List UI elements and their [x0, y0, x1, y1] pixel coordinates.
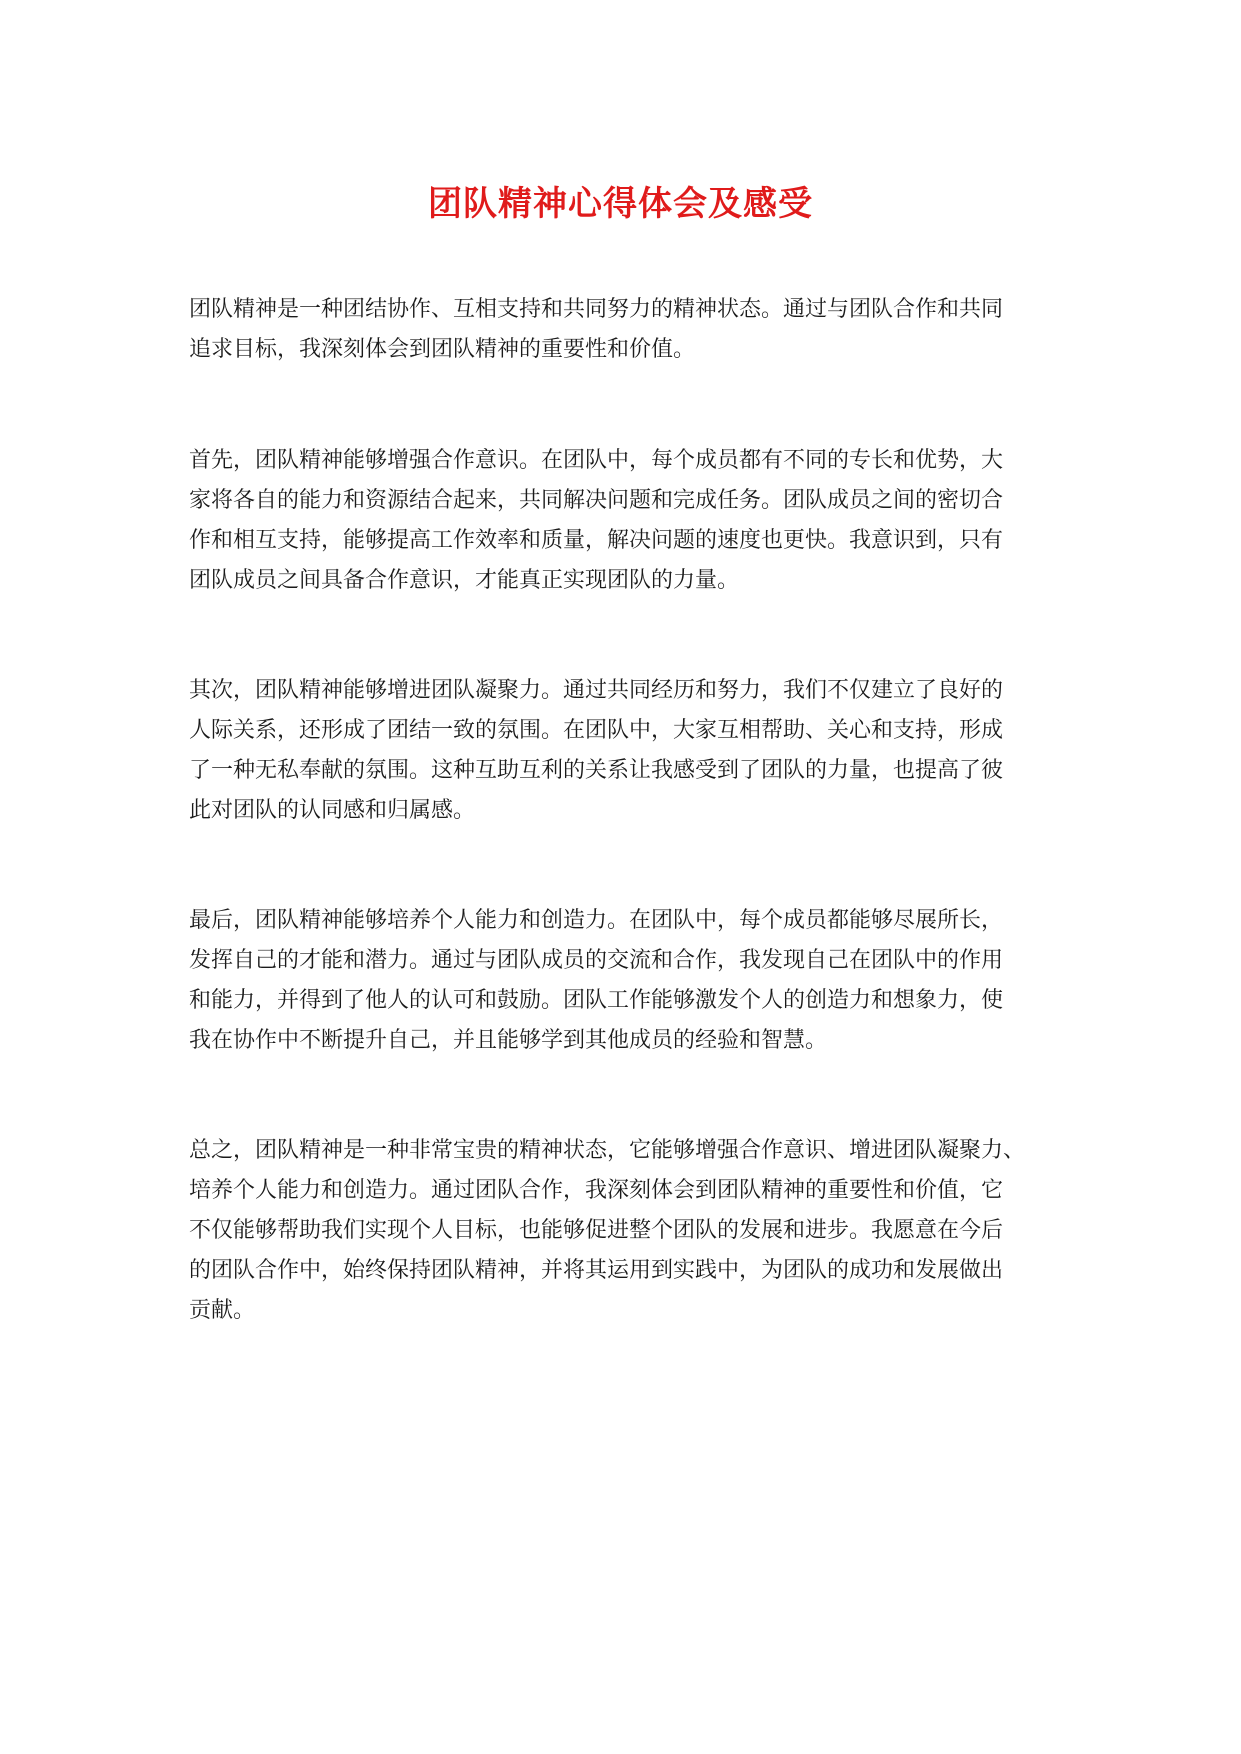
- paragraph-line: 首先，团队精神能够增强合作意识。在团队中，每个成员都有不同的专长和优势，大: [189, 448, 1004, 473]
- paragraph-line: 其次，团队精神能够增进团队凝聚力。通过共同经历和努力，我们不仅建立了良好的: [189, 678, 1004, 703]
- paragraph-intro: [189, 290, 1079, 370]
- paragraph-line: 不仅能够帮助我们实现个人目标，也能够促进整个团队的发展和进步。我愿意在今后: [189, 1218, 1004, 1243]
- paragraph-conclusion: [189, 1131, 1079, 1331]
- paragraph-line: 培养个人能力和创造力。通过团队合作，我深刻体会到团队精神的重要性和价值，它: [189, 1178, 1004, 1203]
- paragraph-line: 团队成员之间具备合作意识，才能真正实现团队的力量。: [189, 568, 740, 593]
- paragraph-cohesion: [189, 671, 1079, 831]
- paragraph-line: 此对团队的认同感和归属感。: [189, 798, 476, 823]
- paragraph-line: 的团队合作中，始终保持团队精神，并将其运用到实践中，为团队的成功和发展做出: [189, 1258, 1004, 1283]
- paragraph-line: 和能力，并得到了他人的认可和鼓励。团队工作能够激发个人的创造力和想象力，使: [189, 988, 1004, 1013]
- paragraph-line: 贡献。: [189, 1298, 256, 1323]
- paragraph-line: 家将各自的能力和资源结合起来，共同解决问题和完成任务。团队成员之间的密切合: [189, 488, 1004, 513]
- paragraph-line: 追求目标，我深刻体会到团队精神的重要性和价值。: [189, 337, 696, 362]
- paragraph-line: 人际关系，还形成了团结一致的氛围。在团队中，大家互相帮助、关心和支持，形成: [189, 718, 1004, 743]
- paragraph-line: 总之，团队精神是一种非常宝贵的精神状态，它能够增强合作意识、增进团队凝聚力、: [189, 1138, 1026, 1163]
- paragraph-creativity: [189, 901, 1079, 1061]
- paragraph-cooperation: [189, 441, 1079, 601]
- paragraph-line: 最后，团队精神能够培养个人能力和创造力。在团队中，每个成员都能够尽展所长，: [189, 908, 1004, 933]
- paragraph-line: 我在协作中不断提升自己，并且能够学到其他成员的经验和智慧。: [189, 1028, 828, 1053]
- paragraph-line: 团队精神是一种团结协作、互相支持和共同努力的精神状态。通过与团队合作和共同: [189, 297, 1004, 322]
- paragraph-line: 了一种无私奉献的氛围。这种互助互利的关系让我感受到了团队的力量，也提高了彼: [189, 758, 1004, 783]
- paragraph-line: 作和相互支持，能够提高工作效率和质量，解决问题的速度也更快。我意识到，只有: [189, 528, 1004, 553]
- paragraph-line: 发挥自己的才能和潜力。通过与团队成员的交流和合作，我发现自己在团队中的作用: [189, 948, 1004, 973]
- document-title: 团队精神心得体会及感受: [428, 184, 813, 224]
